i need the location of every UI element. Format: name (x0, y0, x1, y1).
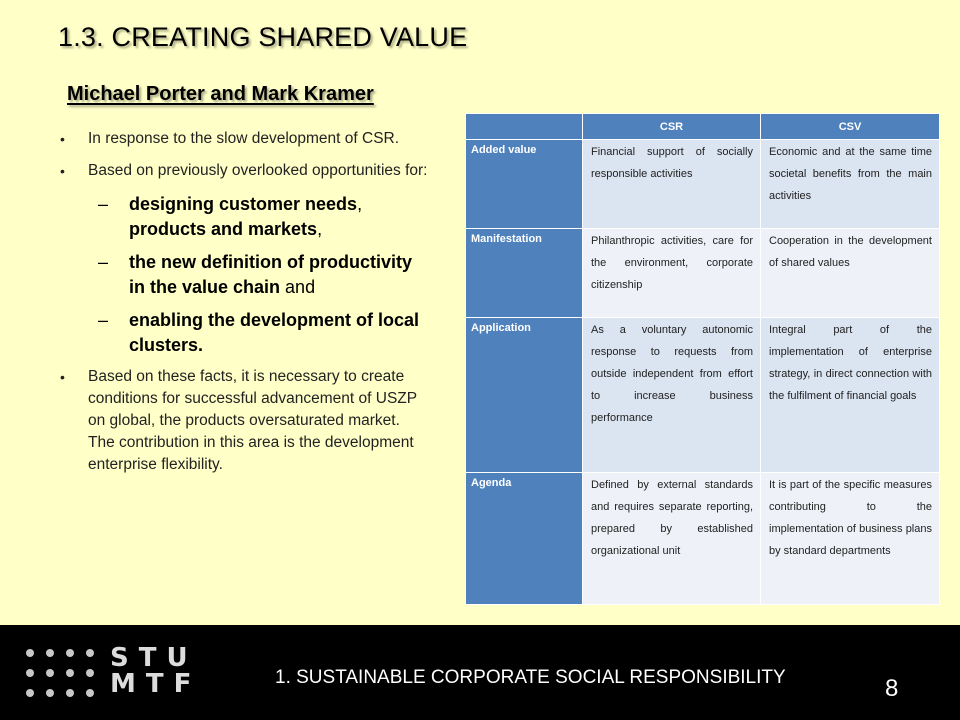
slide-subtitle: Michael Porter and Mark Kramer (67, 83, 374, 105)
csv-cell: Cooperation in the development of shared values (761, 229, 940, 318)
bullet-dot-icon: • (60, 163, 65, 179)
table-header-row (466, 114, 940, 140)
table-row (466, 318, 940, 473)
bullet-text: Based on previously overlooked opportunities for: (88, 162, 428, 179)
sub-item (50, 308, 430, 358)
table-row (466, 229, 940, 318)
logo-line: STU (110, 643, 198, 673)
csr-cell: Philanthropic activities, care for the environment, corporate citizenship (583, 229, 761, 318)
csr-cell: Financial support of socially responsible activities (583, 140, 761, 229)
sub-item-bold: designing customer needs (129, 194, 358, 214)
dash-icon: – (98, 252, 109, 272)
csv-cell: Integral part of the implementation of enterprise strategy, in direct connection with the fulfilment of financial goals (761, 318, 940, 473)
bullet-item (50, 366, 430, 476)
sub-item (50, 192, 430, 242)
bullet-dot-icon: • (60, 369, 65, 385)
csr-cell: As a voluntary autonomic response to requests from outside independent from effort to increase business performance (583, 318, 761, 473)
table-header-cell (466, 114, 583, 140)
row-label: Agenda (466, 473, 583, 605)
sub-item-bold: the new definition of productivity in the value chain (129, 252, 412, 297)
footer-title: 1. SUSTAINABLE CORPORATE SOCIAL RESPONSIBILITY (275, 667, 786, 688)
stu-logo-dots-icon (26, 649, 102, 699)
bullet-dot-icon: • (60, 131, 65, 147)
sub-item-rest: and (280, 277, 316, 297)
row-label: Added value (466, 140, 583, 229)
stu-mtf-logo (110, 645, 201, 697)
slide-title: 1.3. CREATING SHARED VALUE (58, 22, 468, 52)
footer-bar (0, 625, 960, 720)
bullet-item (50, 160, 430, 182)
csr-csv-table (465, 113, 940, 605)
sub-item-bold: products and markets (129, 219, 318, 239)
sub-item-bold: enabling the development of local clusters. (129, 310, 420, 355)
sub-item-rest: , (357, 194, 363, 214)
dash-icon: – (98, 310, 109, 330)
dash-icon: – (98, 194, 109, 214)
row-label: Manifestation (466, 229, 583, 318)
logo-line: MTF (110, 669, 202, 699)
page-number: 8 (885, 675, 899, 702)
bullet-list (50, 128, 430, 486)
bullet-text: Based on these facts, it is necessary to create conditions for successful advancement of USZP on global, the products oversaturated market. The contribution in this area is the development enterprise flexibility. (88, 368, 417, 473)
table-row (466, 140, 940, 229)
csr-cell: Defined by external standards and requires separate reporting, prepared by established organizational unit (583, 473, 761, 605)
csv-cell: Economic and at the same time societal benefits from the main activities (761, 140, 940, 229)
table-header-cell: CSR (583, 114, 761, 140)
table-header-cell: CSV (761, 114, 940, 140)
table-row (466, 473, 940, 605)
bullet-item (50, 128, 430, 150)
row-label: Application (466, 318, 583, 473)
sub-item-rest: , (317, 219, 323, 239)
sub-item (50, 250, 430, 300)
csv-cell: It is part of the specific measures contributing to the implementation of business plans by standard departments (761, 473, 940, 605)
bullet-text: In response to the slow development of CSR. (88, 130, 400, 147)
